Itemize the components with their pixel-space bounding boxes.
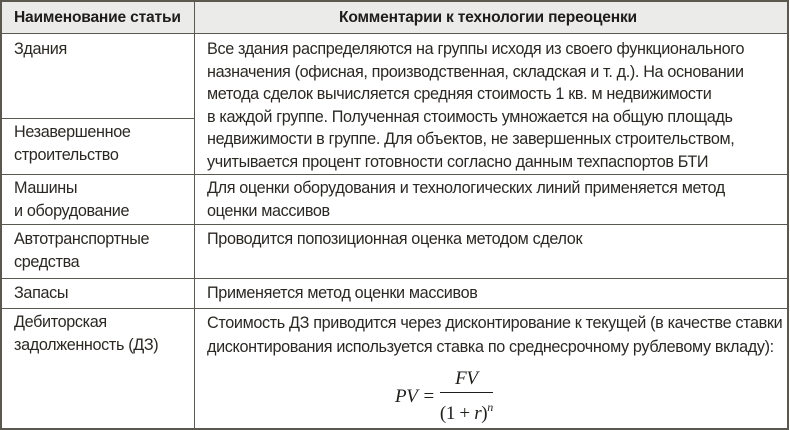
table-header-row: [2, 2, 787, 34]
item-label-line: строительство: [14, 145, 119, 164]
comment-line: назначения (офисная, производственная, складская и т. д.). На основании: [207, 62, 744, 81]
comment-line: учитывается процент готовности согласно данным техпаспортов БТИ: [207, 152, 709, 171]
comment-line: недвижимости в группе. Для объектов, не завершенных строительством,: [207, 130, 735, 149]
item-label-line: Дебиторская: [14, 313, 107, 331]
comment-line: дисконтирования используется ставка по среднесрочному рублевому вкладу):: [207, 338, 774, 356]
item-vehicles: [2, 225, 195, 278]
item-label: Здания: [14, 40, 67, 58]
comment-line: Для оценки оборудования и технологических линий применяется метод: [207, 179, 725, 197]
item-receivables: [2, 309, 195, 428]
item-label-line: средства: [14, 252, 80, 271]
formula-lhs: PV: [395, 385, 418, 407]
item-label-line: Запасы: [14, 284, 69, 302]
comment-line: метода сделок вычисляется средняя стоимость 1 кв. м недвижимости: [207, 85, 712, 104]
item-cell-buildings-group: [2, 34, 195, 174]
comment-line: Проводится попозиционная оценка методом сделок: [207, 230, 583, 248]
item-label-line: Автотранспортные: [14, 230, 150, 248]
denominator-close: ): [481, 403, 488, 424]
formula-fraction: [440, 367, 493, 426]
item-label-line: Машины: [14, 179, 78, 197]
table-row-buildings: [2, 34, 787, 175]
table-row-inventories: [2, 279, 787, 309]
table-row-machines: [2, 175, 787, 225]
denominator-var: r: [474, 403, 482, 424]
formula-numerator: FV: [440, 367, 493, 393]
comment-line: Все здания распределяются на группы исходя из своего функционального: [207, 40, 745, 58]
comment-machines: [195, 175, 787, 224]
formula-equals: =: [423, 385, 434, 407]
formula-denominator: [440, 393, 493, 426]
comment-line: Стоимость ДЗ приводится через дисконтирование к текущей (в качестве ставки: [207, 314, 783, 332]
table-row-receivables: [2, 309, 787, 428]
comment-line: Применяется метод оценки массивов: [207, 284, 478, 302]
table-row-vehicles: [2, 225, 787, 279]
comment-buildings: [195, 34, 787, 174]
header-item-name: Наименование статьи: [2, 2, 195, 33]
item-inventories: [2, 279, 195, 308]
present-value-formula: [395, 367, 493, 426]
item-unfinished-construction: [2, 119, 195, 166]
comment-inventories: [195, 279, 787, 308]
denominator-exponent: n: [487, 400, 493, 414]
comment-line: в каждой группе. Полученная стоимость умножается на общую площадь: [207, 107, 733, 126]
denominator-open: (1 +: [439, 403, 475, 424]
item-label-line: и оборудование: [14, 201, 130, 220]
item-buildings: [2, 34, 195, 61]
comment-receivables: [195, 309, 787, 428]
header-comment: Комментарии к технологии переоценки: [339, 9, 637, 26]
item-label-line: Незавершенное: [14, 123, 131, 141]
item-machines: [2, 175, 195, 224]
item-label-line: задолженность (ДЗ): [14, 335, 159, 354]
comment-line: оценки массивов: [207, 201, 330, 220]
comment-vehicles: [195, 225, 787, 278]
